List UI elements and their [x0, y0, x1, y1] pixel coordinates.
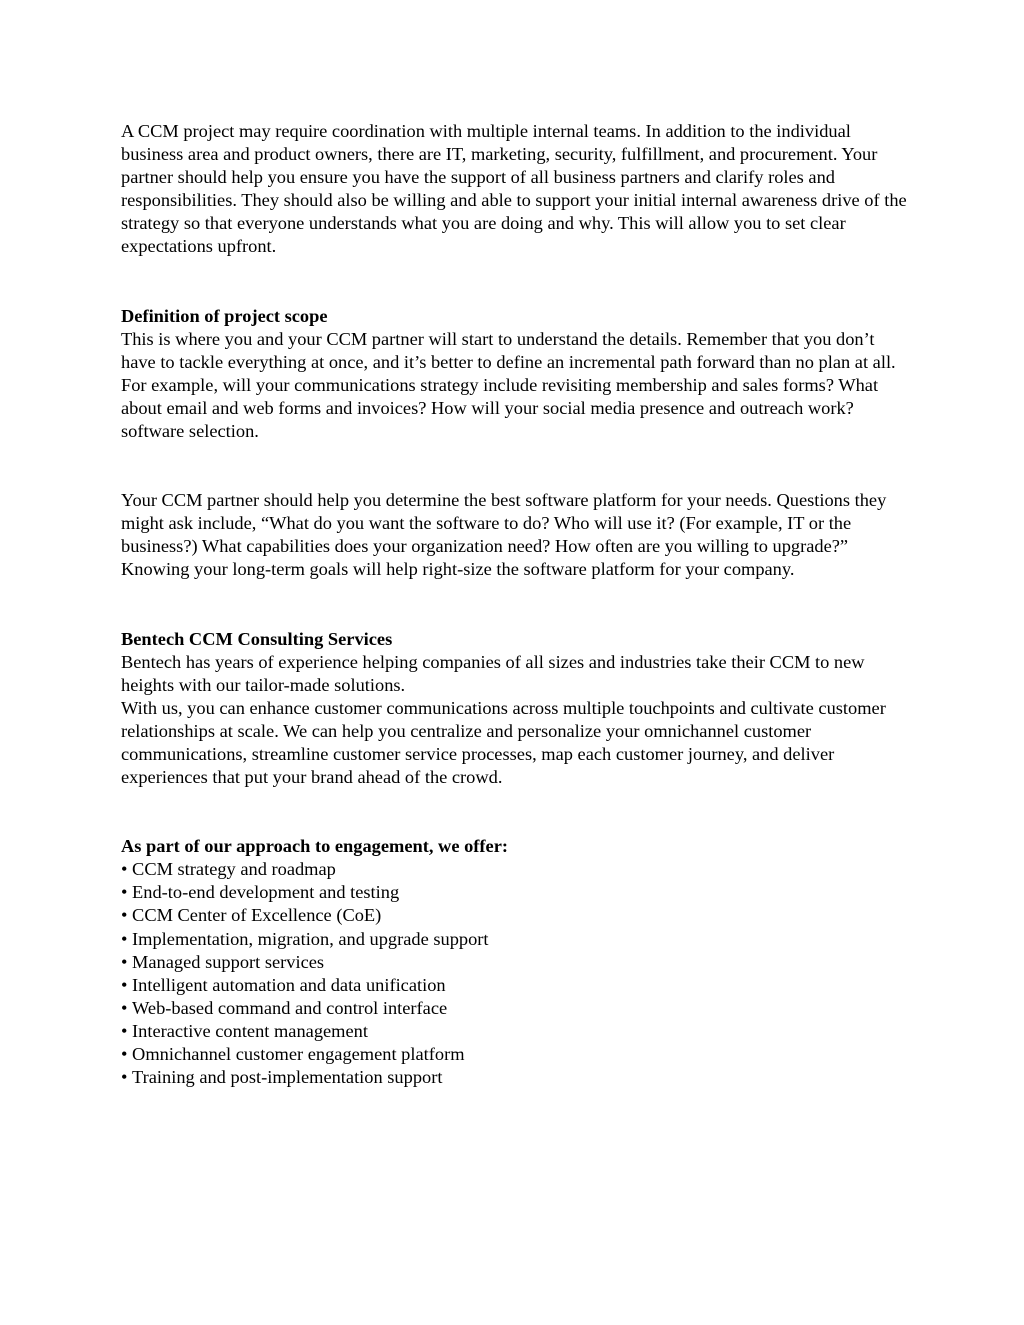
offer-list — [121, 858, 911, 1089]
offer-list-item: • Managed support services — [121, 951, 911, 974]
offer-list-item: • CCM strategy and roadmap — [121, 858, 911, 881]
offer-list-item: • CCM Center of Excellence (CoE) — [121, 904, 911, 927]
bentech-paragraph-2: With us, you can enhance customer communications across multiple touchpoints and cultivate customer relationships at scale. We can help you centralize and personalize your omnichannel customer communications, streamline customer service processes, map each customer journey, and deliver experiences that put your brand ahead of the crowd. — [121, 697, 886, 788]
section-spacer — [121, 582, 911, 628]
section-spacer — [121, 259, 911, 305]
offer-list-item: • Training and post-implementation support — [121, 1066, 911, 1089]
document-page — [121, 120, 911, 1089]
offer-list-item: • Omnichannel customer engagement platform — [121, 1043, 911, 1066]
bentech-heading: Bentech CCM Consulting Services — [121, 628, 393, 649]
software-paragraph: Your CCM partner should help you determine the best software platform for your needs. Questions they might ask include, “What do you want the software to do? Who will use it? (For example, IT or the business?) What capabilities does your organization need? How often are you willing to upgrade?” Knowing your long-term goals will help right-size the software platform for your company. — [121, 490, 887, 580]
bentech-paragraph-1: Bentech has years of experience helping companies of all sizes and industries take their CCM to new heights with our tailor-made solutions. — [121, 651, 865, 695]
intro-paragraph: A CCM project may require coordination with multiple internal teams. In addition to the individual business area and product owners, there are IT, marketing, security, fulfillment, and procurement. Your partner should help you ensure you have the support of all business partners and clarify roles and responsibilities. They should also be willing and able to support your initial internal awareness drive of the strategy so that everyone understands what you are doing and why. This will allow you to set clear expectations upfront. — [121, 121, 907, 257]
scope-heading: Definition of project scope — [121, 305, 328, 326]
offer-list-item: • Interactive content management — [121, 1020, 911, 1043]
section-spacer — [121, 443, 911, 489]
offer-heading: As part of our approach to engagement, we offer: — [121, 836, 508, 857]
software-selection-label: software selection. — [121, 421, 259, 442]
offer-list-item: • Implementation, migration, and upgrade support — [121, 928, 911, 951]
section-spacer — [121, 789, 911, 835]
offer-list-item: • Web-based command and control interface — [121, 997, 911, 1020]
offer-list-item: • End-to-end development and testing — [121, 881, 911, 904]
scope-paragraph: This is where you and your CCM partner will start to understand the details. Remember that you don’t have to tackle everything at once, and it’s better to define an incremental path forward than no plan at all. For example, will your communications strategy include revisiting membership and sales forms? What about email and web forms and invoices? How will your social media presence and outreach work? — [121, 328, 896, 418]
offer-list-item: • Intelligent automation and data unification — [121, 974, 911, 997]
